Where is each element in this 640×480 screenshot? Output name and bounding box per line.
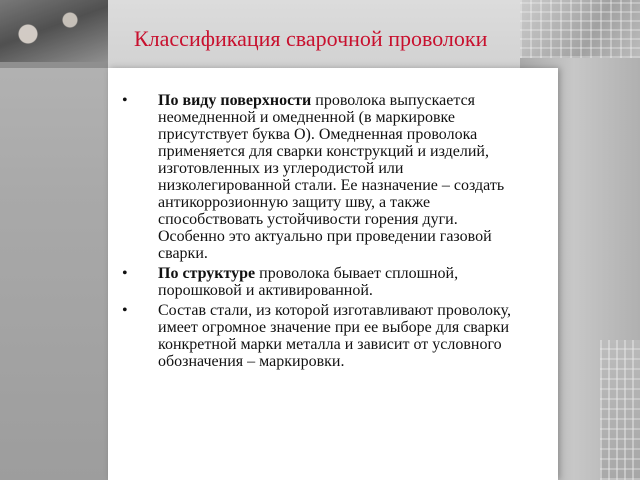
bullet-dot-icon: •	[122, 302, 128, 319]
bullet-surface-type	[108, 92, 518, 262]
bullet-text: проволока выпускается неомедненной и омедненной (в маркировке присутствует буква О). Омедненная проволока применяется для сварки конструкций и изделий, изготовленных из углеродистой или низколегированной стали. Ее назначение – создать антикоррозионную защиту шву, а также способствовать устойчивости горения дуги. Особенно это актуально при проведении газовой сварки.	[158, 92, 505, 262]
building-lower-image	[600, 340, 640, 480]
slide-title: Классификация сварочной проволоки	[134, 26, 488, 51]
bullet-structure	[108, 265, 518, 299]
background-left-panel	[0, 0, 108, 480]
building-image	[520, 0, 640, 58]
bullet-steel-composition	[108, 302, 518, 370]
bullet-dot-icon: •	[122, 265, 128, 282]
bullet-dot-icon: •	[122, 92, 128, 109]
bullet-text: проволока бывает сплошной, порошковой и активированной.	[158, 265, 459, 299]
bullet-list	[108, 92, 518, 373]
content-panel	[108, 68, 558, 480]
people-photo-image	[0, 0, 108, 62]
bullet-bold-label: По виду поверхности	[158, 92, 312, 109]
photo-divider	[0, 62, 108, 68]
bullet-text: Состав стали, из которой изготавливают проволоку, имеет огромное значение при ее выборе для сварки конкретной марки металла и зависит от условного обозначения – маркировки.	[158, 302, 511, 370]
bullet-bold-label: По структуре	[158, 265, 256, 282]
